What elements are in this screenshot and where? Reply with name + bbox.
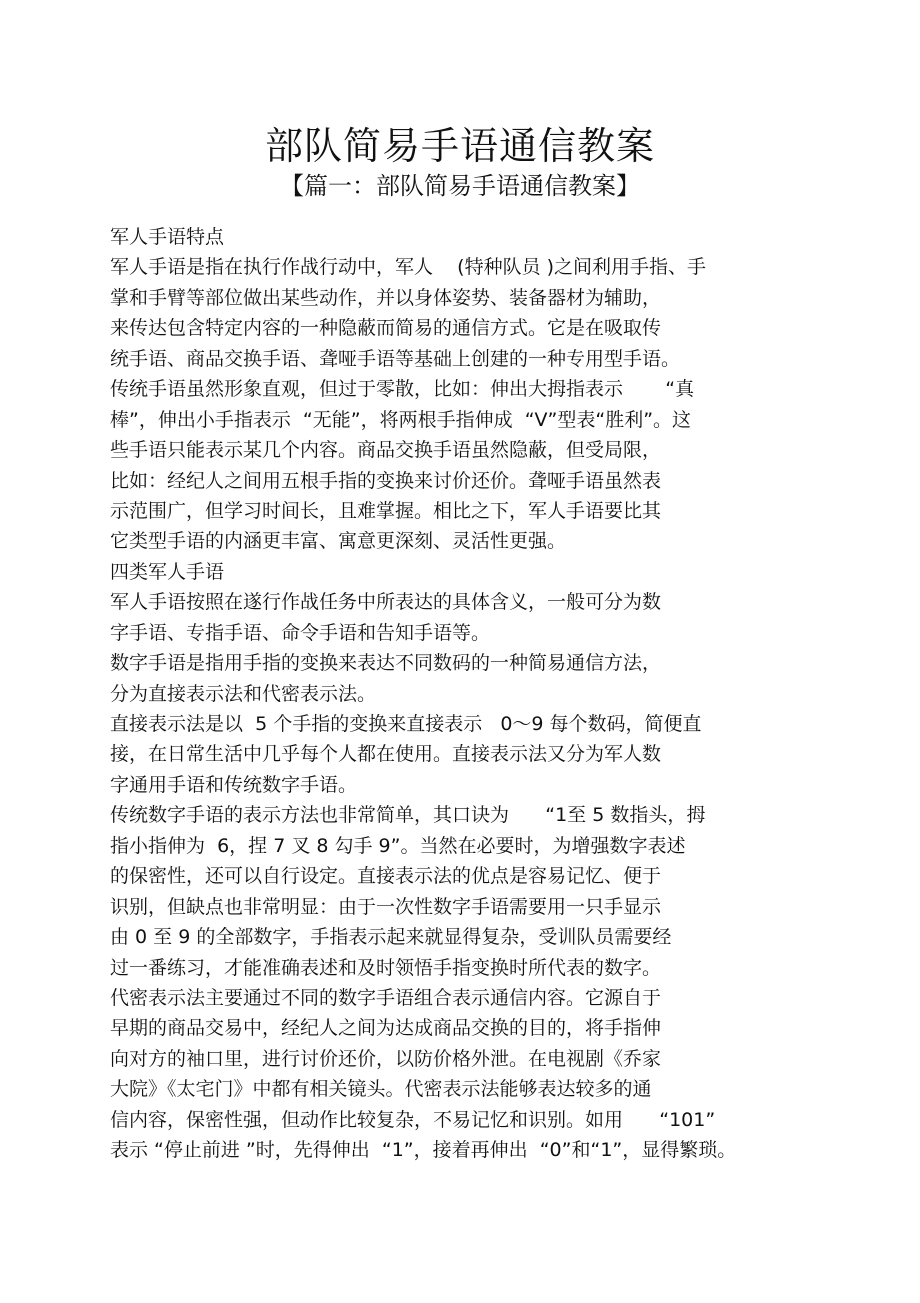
text-line: 数字手语是指用手指的变换来表达不同数码的一种简易通信方法， (110, 652, 662, 675)
text-line: 棒”，伸出小手指表示 “无能”，将两根手指伸成 “V”型表“胜利”。这 (110, 408, 692, 431)
text-line: 分为直接表示法和代密表示法。 (110, 682, 377, 705)
text-line: 信内容，保密性强，但动作比较复杂，不易记忆和识别。如用 “101” (110, 1108, 716, 1131)
text-line: 掌和手臂等部位做出某些动作，并以身体姿势、装备器材为辅助， (110, 286, 662, 309)
text-line: 些手语只能表示某几个内容。商品交换手语虽然隐蔽，但受局限， (110, 439, 662, 462)
text-line: 指小指伸为 6，捏 7 叉 8 勾手 9”。当然在必要时，为增强数字表述 (110, 834, 686, 857)
text-line: 传统数字手语的表示方法也非常简单，其口诀为 “1至 5 数指头，拇 (110, 804, 706, 827)
text-line: 过一番练习，才能准确表述和及时领悟手指变换时所代表的数字。 (110, 956, 662, 979)
text-line: 的保密性，还可以自行设定。直接表示法的优点是容易记忆、便于 (110, 865, 662, 888)
page-title: 部队简易手语通信教案 (264, 124, 655, 168)
text-line: 早期的商品交易中，经纪人之间为达成商品交换的目的，将手指伸 (110, 1017, 662, 1040)
text-line: 识别，但缺点也非常明显：由于一次性数字手语需要用一只手显示 (110, 895, 662, 918)
text-line: 它类型手语的内涵更丰富、寓意更深刻、灵活性更强。 (110, 530, 567, 553)
text-line: 代密表示法主要通过不同的数字手语组合表示通信内容。它源自于 (110, 986, 662, 1009)
text-line: 向对方的袖口里，进行讨价还价，以防价格外泄。在电视剧《乔家 (110, 1047, 662, 1070)
text-line: 统手语、商品交换手语、聋哑手语等基础上创建的一种专用型手语。 (110, 347, 681, 370)
text-line: 字手语、专指手语、命令手语和告知手语等。 (110, 621, 491, 644)
text-line: 大院》《太宅门》中都有相关镜头。代密表示法能够表达较多的通 (110, 1078, 652, 1101)
text-line: 字通用手语和传统数字手语。 (110, 773, 358, 796)
body-text (110, 222, 830, 1166)
text-line: 表示 “停止前进 ”时，先得伸出 “1”，接着再伸出 “0”和“1”，显得繁琐。 (110, 1139, 737, 1162)
text-line: 接，在日常生活中几乎每个人都在使用。直接表示法又分为军人数 (110, 743, 662, 766)
text-line: 来传达包含特定内容的一种隐蔽而简易的通信方式。它是在吸取传 (110, 317, 662, 340)
text-line: 军人手语是指在执行作战行动中，军人 (特种队员 )之间利用手指、手 (110, 256, 707, 279)
text-line: 军人手语按照在遂行作战任务中所表达的具体含义，一般可分为数 (110, 591, 662, 614)
text-line: 军人手语特点 (110, 226, 225, 248)
text-line: 直接表示法是以 5 个手指的变换来直接表示 0～9 每个数码，简便直 (110, 713, 702, 735)
page-subtitle: 【篇一：部队简易手语通信教案】 (280, 172, 640, 200)
text-line: 传统手语虽然形象直观，但过于零散，比如：伸出大拇指表示 “真 (110, 378, 695, 401)
text-line: 比如：经纪人之间用五根手指的变换来讨价还价。聋哑手语虽然表 (110, 469, 662, 492)
text-line: 示范围广，但学习时间长，且难掌握。相比之下，军人手语要比其 (110, 499, 662, 522)
text-line: 由 0 至 9 的全部数字，手指表示起来就显得复杂，受训队员需要经 (110, 926, 672, 949)
text-line: 四类军人手语 (110, 560, 225, 583)
